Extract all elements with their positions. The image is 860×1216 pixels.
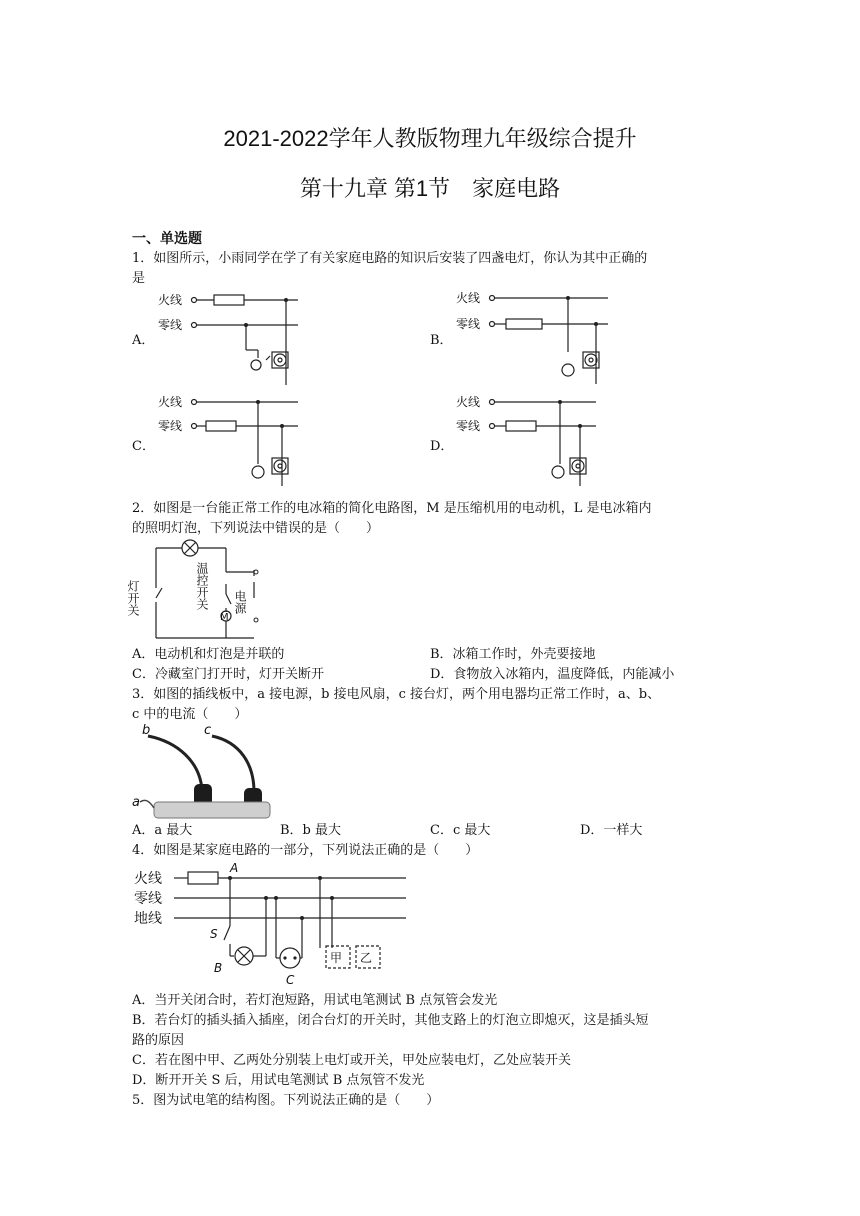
q1-figure-a <box>158 290 308 390</box>
section-heading: 一、单选题 <box>132 231 202 247</box>
q4-switch-s: S <box>210 927 218 941</box>
q3-option-a: A．a 最大 <box>132 823 193 838</box>
q4-jia-label: 甲 <box>330 951 343 965</box>
q4-zero-label: 零线 <box>134 891 162 907</box>
q3-option-d: D．一样大 <box>580 823 643 838</box>
q1a-fire-label: 火线 <box>158 293 183 307</box>
q4-point-b: B <box>214 961 223 975</box>
q1b-fire-label: 火线 <box>456 291 481 305</box>
q2-lamp-switch-label: 灯开关 <box>126 580 140 616</box>
q3-option-c: C．c 最大 <box>430 823 491 838</box>
q2-motor-label: M <box>220 612 229 623</box>
q2-power-label: 电源 <box>233 590 247 614</box>
q1-figure-d <box>456 394 606 494</box>
q1b-zero-label: 零线 <box>456 317 481 331</box>
q3-label-c: c <box>204 723 212 738</box>
q3-power-strip-photo <box>128 722 278 822</box>
q1-figure-b <box>456 288 616 390</box>
q4-option-b-line2: 路的原因 <box>132 1033 185 1048</box>
q3-option-b: B．b 最大 <box>280 823 342 838</box>
q5-stem-line1: 5．图为试电笔的结构图。下列说法正确的是（ ） <box>132 1093 440 1108</box>
q1d-zero-label: 零线 <box>456 419 481 433</box>
q4-option-a: A．当开关闭合时，若灯泡短路，用试电笔测试 B 点氖管会发光 <box>132 993 498 1008</box>
q1-option-a-label: A． <box>132 333 155 348</box>
q2-fridge-circuit <box>126 540 275 642</box>
q3-label-b: b <box>142 723 151 738</box>
q1c-fire-label: 火线 <box>158 395 183 409</box>
q1-option-d-label: D． <box>430 439 454 454</box>
q4-socket-c: C <box>286 973 295 987</box>
q1d-fire-label: 火线 <box>456 395 481 409</box>
page-subtitle: 第十九章 第1节 家庭电路 <box>299 176 561 201</box>
q1-option-b-label: B． <box>430 333 453 348</box>
q2-thermo-switch-label: 温控开关 <box>195 562 209 610</box>
q3-label-a: a <box>132 795 140 810</box>
q2-option-b: B．冰箱工作时，外壳要接地 <box>430 647 596 662</box>
q1a-zero-label: 零线 <box>158 318 183 332</box>
q2-option-a: A．电动机和灯泡是并联的 <box>132 647 285 662</box>
page-title: 2021-2022学年人教版物理九年级综合提升 <box>223 126 637 151</box>
q1-figure-c <box>158 394 308 494</box>
q1-option-c-label: C． <box>132 439 155 454</box>
q3-stem-line1: 3．如图的插线板中，a 接电源，b 接电风扇，c 接台灯，两个用电器均正常工作时，a、b、 <box>132 687 661 702</box>
q3-stem-line2: c 中的电流（ ） <box>132 707 248 722</box>
q1-stem-line1: 1．如图所示，小雨同学在学了有关家庭电路的知识后安装了四盏电灯，你认为其中正确的 <box>132 251 648 266</box>
q4-stem-line1: 4．如图是某家庭电路的一部分，下列说法正确的是（ ） <box>132 843 479 858</box>
q4-home-circuit <box>130 858 410 990</box>
q4-option-d: D．断开开关 S 后，用试电笔测试 B 点氖管不发光 <box>132 1073 425 1088</box>
q4-option-b-line1: B．若台灯的插头插入插座，闭合台灯的开关时，其他支路上的灯泡立即熄灭，这是插头短 <box>132 1013 649 1028</box>
q4-yi-label: 乙 <box>360 951 373 965</box>
q4-ground-label: 地线 <box>134 911 162 927</box>
q2-stem-line1: 2．如图是一台能正常工作的电冰箱的简化电路图，M 是压缩机用的电动机，L 是电冰箱内 <box>132 501 652 516</box>
q1c-zero-label: 零线 <box>158 419 183 433</box>
q2-option-d: D．食物放入冰箱内，温度降低，内能减小 <box>430 667 675 682</box>
q4-fire-label: 火线 <box>134 871 162 887</box>
q2-option-c: C．冷藏室门打开时，灯开关断开 <box>132 667 324 682</box>
q1-stem-line2: 是 <box>132 271 146 286</box>
q4-option-c: C．若在图中甲、乙两处分别装上电灯或开关，甲处应装电灯，乙处应装开关 <box>132 1053 571 1068</box>
q4-point-a: A <box>230 861 239 875</box>
q2-stem-line2: 的照明灯泡，下列说法中错误的是（ ） <box>132 521 380 536</box>
